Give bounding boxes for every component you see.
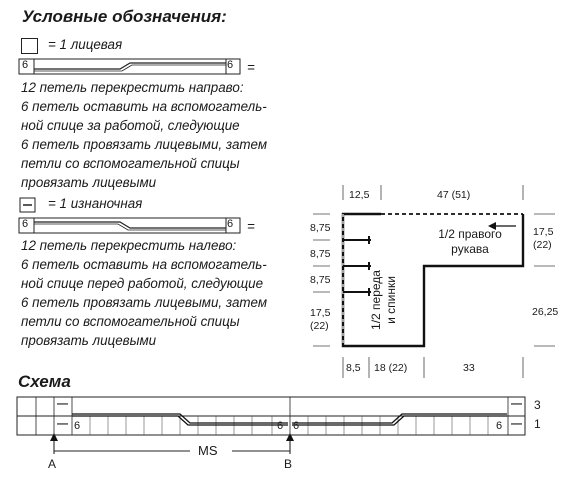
legend-title: Условные обозначения: bbox=[22, 7, 227, 26]
cable-right-equals: = bbox=[247, 60, 255, 75]
body-label-line-2: и спинки bbox=[384, 276, 398, 324]
cable-left-line-4: 6 петель провязать лицевыми, затем bbox=[21, 295, 268, 310]
sleeve-label-line-1: 1/2 правого bbox=[438, 227, 502, 241]
cable-right-line-6: провязать лицевыми bbox=[21, 175, 157, 190]
dim-right-3: 26,25 bbox=[532, 306, 559, 318]
cable-right-label-left: 6 bbox=[22, 59, 29, 71]
cable-right-label-right: 6 bbox=[227, 59, 234, 71]
marker-b-label: B bbox=[284, 457, 293, 471]
scheme-title: Схема bbox=[18, 372, 71, 391]
scheme-purl-row1: — bbox=[57, 418, 68, 430]
scheme-cable-label-3: 6 bbox=[293, 420, 300, 432]
dim-bottom-2: 18 (22) bbox=[374, 362, 408, 374]
scheme-purl-row3: — bbox=[57, 398, 68, 410]
marker-a-label: A bbox=[48, 457, 57, 471]
repeat-label: MS bbox=[198, 443, 218, 458]
dim-left-2: 8,75 bbox=[310, 248, 331, 260]
cable-left-label-left: 6 bbox=[22, 218, 29, 230]
body-label-line-1: 1/2 переда bbox=[369, 270, 383, 330]
dim-right-1: 17,5 bbox=[533, 226, 554, 238]
cable-left-line-3: ной спице перед работой, следующие bbox=[21, 276, 264, 291]
cable-right-line-4: 6 петель провязать лицевыми, затем bbox=[21, 137, 268, 152]
cable-left-equals: = bbox=[247, 219, 255, 234]
scheme-cable-label-4: 6 bbox=[496, 420, 503, 432]
dim-left-4: 17,5 bbox=[310, 307, 331, 319]
dim-bottom-3: 33 bbox=[463, 362, 475, 374]
dim-top-1: 12,5 bbox=[349, 189, 370, 201]
cable-right-line-1: 12 петель перекрестить направо: bbox=[21, 80, 244, 95]
cable-left-line-2: 6 петель оставить на вспомогатель- bbox=[21, 257, 267, 272]
scheme-cable-label-1: 6 bbox=[74, 420, 81, 432]
dim-left-3: 8,75 bbox=[310, 274, 331, 286]
dim-left-1: 8,75 bbox=[310, 222, 331, 234]
row-number-3: 3 bbox=[534, 398, 541, 412]
cable-right-line-3: ной спице за работой, следующие bbox=[21, 118, 240, 133]
dim-top-2: 47 (51) bbox=[437, 189, 471, 201]
sleeve-label-line-2: рукава bbox=[451, 242, 489, 256]
cable-left-line-6: провязать лицевыми bbox=[21, 333, 157, 348]
cable-right-line-2: 6 петель оставить на вспомогатель- bbox=[21, 99, 267, 114]
row-number-1: 1 bbox=[534, 417, 541, 431]
scheme-purl-row3-right: — bbox=[511, 398, 522, 410]
cable-left-label-right: 6 bbox=[227, 218, 234, 230]
scheme-purl-row1-right: — bbox=[511, 418, 522, 430]
scheme-cable-label-2: 6 bbox=[277, 420, 284, 432]
purl-legend-text: = 1 изнаночная bbox=[48, 196, 143, 211]
cable-left-line-1: 12 петель перекрестить налево: bbox=[21, 238, 237, 253]
dim-right-2: (22) bbox=[533, 239, 552, 251]
cable-left-line-5: петли со вспомогательной спицы bbox=[21, 314, 240, 329]
cable-right-line-5: петли со вспомогательной спицы bbox=[21, 156, 240, 171]
knit-legend-text: = 1 лицевая bbox=[48, 37, 123, 52]
dim-left-5: (22) bbox=[310, 320, 329, 332]
dim-bottom-1: 8,5 bbox=[346, 362, 361, 374]
